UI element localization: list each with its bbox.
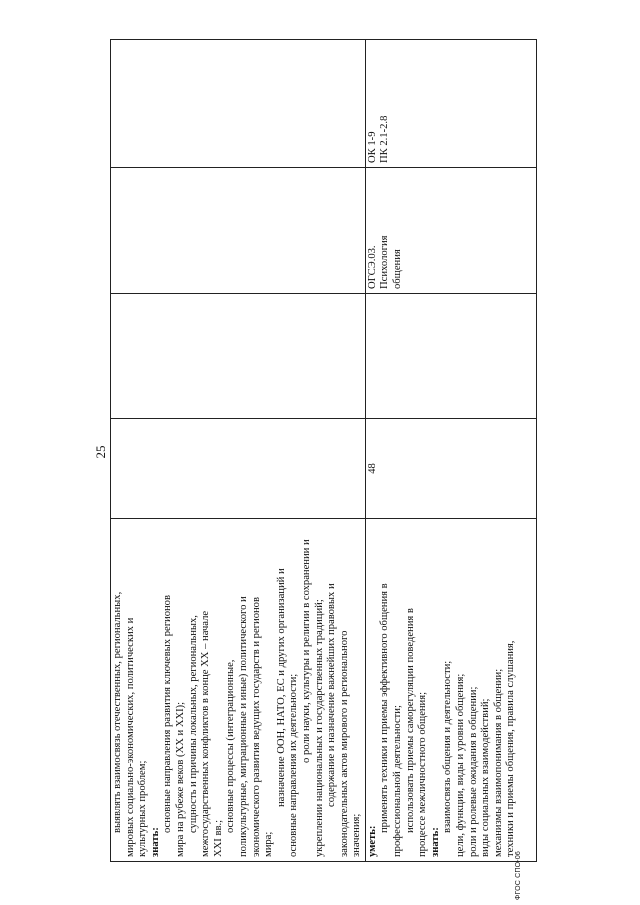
section-label: знать: xyxy=(149,827,161,857)
requirement-line: выявлять взаимосвязь отечественных, региональных, xyxy=(112,591,123,833)
requirement-line: о роли науки, культуры и религии в сохранении и xyxy=(300,539,312,763)
section-label: уметь: xyxy=(366,825,378,857)
requirement-line: мировых социально-экономических, политических и xyxy=(124,617,136,857)
requirement-line: цели, функции, виды и уровни общения; xyxy=(455,673,467,857)
blank-cell xyxy=(111,294,366,419)
hours-cell: 48 xyxy=(365,419,536,519)
competencies-cell xyxy=(365,40,536,168)
blank-cell xyxy=(365,294,536,419)
requirement-line: процессе межличностного общения; xyxy=(417,691,429,857)
requirement-line: XXI вв.; xyxy=(212,819,224,857)
requirement-line: культурных проблем; xyxy=(137,760,149,857)
requirement-line: укреплении национальных и государственных традиций; xyxy=(313,599,325,857)
section-label: знать: xyxy=(429,827,441,857)
document-sheet xyxy=(70,42,570,900)
competencies-cell xyxy=(111,40,366,168)
competency-code: ОК 1-9 xyxy=(366,131,378,163)
table-row xyxy=(365,40,536,862)
requirement-line: основные направления их деятельности; xyxy=(288,673,300,857)
requirement-line: содержание и назначение важнейших правовых и xyxy=(326,583,338,807)
table-row xyxy=(111,40,366,862)
requirement-line: основные процессы (интеграционные, xyxy=(225,659,237,833)
requirement-line: роли и ролевые ожидания в общении; xyxy=(467,686,479,857)
discipline-cell xyxy=(365,168,536,294)
requirements-cell xyxy=(365,519,536,862)
competency-code: ПК 2.1-2.8 xyxy=(379,115,391,163)
discipline-cell xyxy=(111,168,366,294)
competency-table xyxy=(110,39,537,862)
requirement-line: основные направления развития ключевых регионов xyxy=(162,595,174,833)
discipline-line: Психология xyxy=(379,235,391,289)
requirement-line: использовать приемы саморегуляции поведения в xyxy=(404,608,416,833)
requirement-line: законодательных актов мирового и регионального xyxy=(338,630,350,857)
requirement-line: техники и приемы общения, правила слушания, xyxy=(505,640,517,857)
requirement-line: мира на рубеже веков (XX и XXI); xyxy=(174,701,186,857)
requirement-line: виды социальных взаимодействий; xyxy=(480,698,492,857)
discipline-line: ОГСЭ.03. xyxy=(366,245,378,289)
requirement-line: применять техники и приемы эффективного общения в xyxy=(379,583,391,833)
requirement-line: значения; xyxy=(351,813,363,857)
requirement-line: поликультурные, миграционные и иные) политического и xyxy=(237,596,249,857)
footer-code: ФГОС СПО-06 xyxy=(515,850,522,900)
requirement-line: сущность и причины локальных, региональных, xyxy=(187,615,199,833)
requirement-line: механизмы взаимопонимания в общении; xyxy=(492,668,504,857)
requirement-line: межгосударственных конфликтов в конце XX – начале xyxy=(200,610,212,857)
requirement-line: мира; xyxy=(263,831,275,857)
discipline-line: общения xyxy=(392,249,404,289)
hours-cell xyxy=(111,419,366,519)
page-number: 25 xyxy=(93,445,108,459)
requirement-line: профессиональной деятельности; xyxy=(392,705,404,857)
requirements-cell xyxy=(111,519,366,862)
requirement-line: назначение ООН, НАТО, ЕС и других организаций и xyxy=(275,568,287,807)
requirement-line: экономического развития ведущих государств и регионов xyxy=(250,597,262,857)
requirement-line: взаимосвязь общения и деятельности; xyxy=(442,660,454,833)
